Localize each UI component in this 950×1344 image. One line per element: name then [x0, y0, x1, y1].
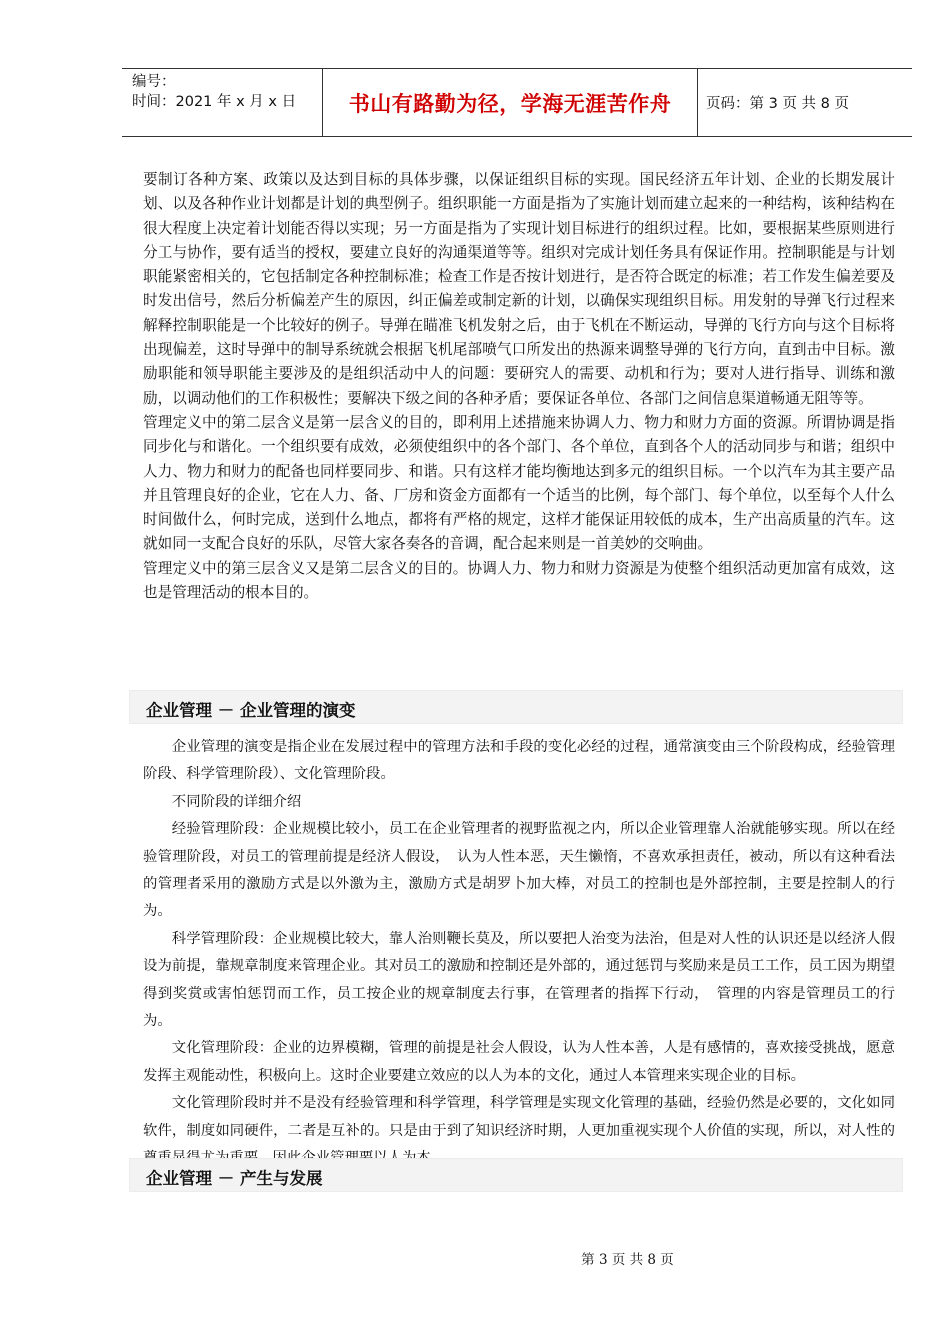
page-code: 页码：第 3 页 共 8 页	[706, 96, 849, 112]
paragraph: 管理定义中的第二层含义是第一层含义的目的，即利用上述措施来协调人力、物力和财力方面的资源。所谓协调是指同步化与和谐化。一个组织要有成效，必须使组织中的各个部门、各个单位，直到各个人的活动同步与和谐；组织中人力、物力和财力的配备也同样要同步、和谐。只有这样才能均衡地达到多元的组织目标。一个以汽车为其主要产品并且管理良好的企业，它在人力、备、厂房和资金方面都有一个适当的比例，每个部门、每个单位，以至每个人什么时间做什么，何时完成，送到什么地点，都将有严格的规定，这样才能保证用较低的成本，生产出高质量的汽车。这就如同一支配合良好的乐队，尽管大家各奏各的音调，配合起来则是一首美妙的交响曲。	[143, 413, 895, 553]
paragraph: 文化管理阶段时并不是没有经验管理和科学管理，科学管理是实现文化管理的基础，经验仍然是必要的，文化如同软件，制度如同硬件，二者是互补的。只是由于到了知识经济时期，人更加重视实现个人价值的实现，所以，对人性的	[143, 1095, 895, 1139]
paragraph: 文化管理阶段：企业的边界模糊，管理的前提是社会人假设，认为人性本善，人是有感情的，喜欢接受挑战，愿意发挥主观能动性，积极向上。这时企业要建立效应的以人为本的文化，通过人本管理来实现企业的目标。	[143, 1040, 895, 1084]
paragraph: 管理定义中的第三层含义又是第二层含义的目的。协调人力、物力和财力资源是为使整个组织活动更加富有成效，这也是管理活动的根本目的。	[143, 559, 895, 602]
section-heading-evolution	[129, 690, 903, 724]
header-page-cell	[698, 69, 912, 136]
paragraph: 经验管理阶段：企业规模比较小，员工在企业管理者的视野监视之内，所以企业管理靠人治就能够实现。所以在经验管理阶段，对员工的管理前提是经济人假设， 认为人性本恶，天生懒惰，不喜欢承担责任，被动，所以有这种看法的管理者采用的激励方式是以外激为主，激励方式是胡罗卜加大棒，对员工的控制也是外部控制，主要是控制人的行为。	[143, 821, 895, 920]
number-label: 编号：	[132, 74, 176, 90]
time-label: 时间：2021 年 x 月 x 日	[132, 94, 297, 110]
body-text-top	[143, 168, 895, 605]
paragraph: 企业管理的演变是指企业在发展过程中的管理方法和手段的变化必经的过程，通常演变由三个阶段构成，经验管理阶段、科学管理阶段）、文化管理阶段。	[143, 739, 895, 783]
section-title: 企业管理 － 企业管理的演变	[146, 701, 356, 720]
paragraph: 要制订各种方案、政策以及达到目标的具体步骤，以保证组织目标的实现。国民经济五年计划、企业的长期发展计划、以及各种作业计划都是计划的典型例子。组织职能一方面是指为了实施计划而建立起来的一种结构，该种结构在很大程度上决定着计划能否得以实现；另一方面是指为了实现计划目标进行的组织过程。比如，要根据某些原则进行分工与协作，要有适当的授权，要建立良好的沟通渠道等等。组织对完成计划任务具有保证作用。控制职能是与计划职能紧密相关的，它包括制定各种控制标准；检查工作是否按计划进行，是否符合既定的标准；若工作发生偏差要及时发出信号，然后分析偏差产生的原因，纠正偏差或制定新的计划，以确保实现组织目标。用发射的导弹飞行过程来解释控制职能是一个比较好的例子。导弹在瞄准飞机发射之后，由于飞机在不断运动，导弹的飞行方向与这个目标将出现偏差，这时导弹中的制导系统就会根据飞机尾部喷气口所发出的热源来调整导弹的飞行方向，直到击中目标。激励职能和领导职能主要涉及的是组织活动中人的问题：要研究人的需要、动机和行为；要对人进行指导、训练和激励，以调动他们的工作积极性；要解决下级之间的各种矛盾；要保证各单位、各部门之间信息渠道畅通无阻等等。	[143, 171, 895, 407]
section-title: 企业管理 － 产生与发展	[146, 1169, 323, 1188]
page-footer	[0, 1248, 950, 1268]
body-text-evolution	[143, 734, 895, 1173]
motto-text: 书山有路勤为径，学海无涯苦作舟	[348, 91, 672, 116]
paragraph: 不同阶段的详细介绍	[171, 793, 302, 810]
header-meta-cell	[122, 69, 323, 136]
header-motto-cell	[323, 69, 698, 136]
section-heading-origin	[129, 1158, 903, 1192]
footer-page-number: 第 3 页 共 8 页	[581, 1252, 674, 1268]
document-header	[122, 68, 912, 137]
paragraph: 科学管理阶段：企业规模比较大，靠人治则鞭长莫及，所以要把人治变为法治，但是对人性的认识还是以经济人假设为前提，靠规章制度来管理企业。其对员工的激励和控制还是外部的，通过惩罚与奖励来是员工工作，员工因为期望得到奖赏或害怕惩罚而工作，员工按企业的规章制度去行事，在管理者的指挥下行动， 管理的内容是管理员工的行为。	[143, 930, 895, 1030]
